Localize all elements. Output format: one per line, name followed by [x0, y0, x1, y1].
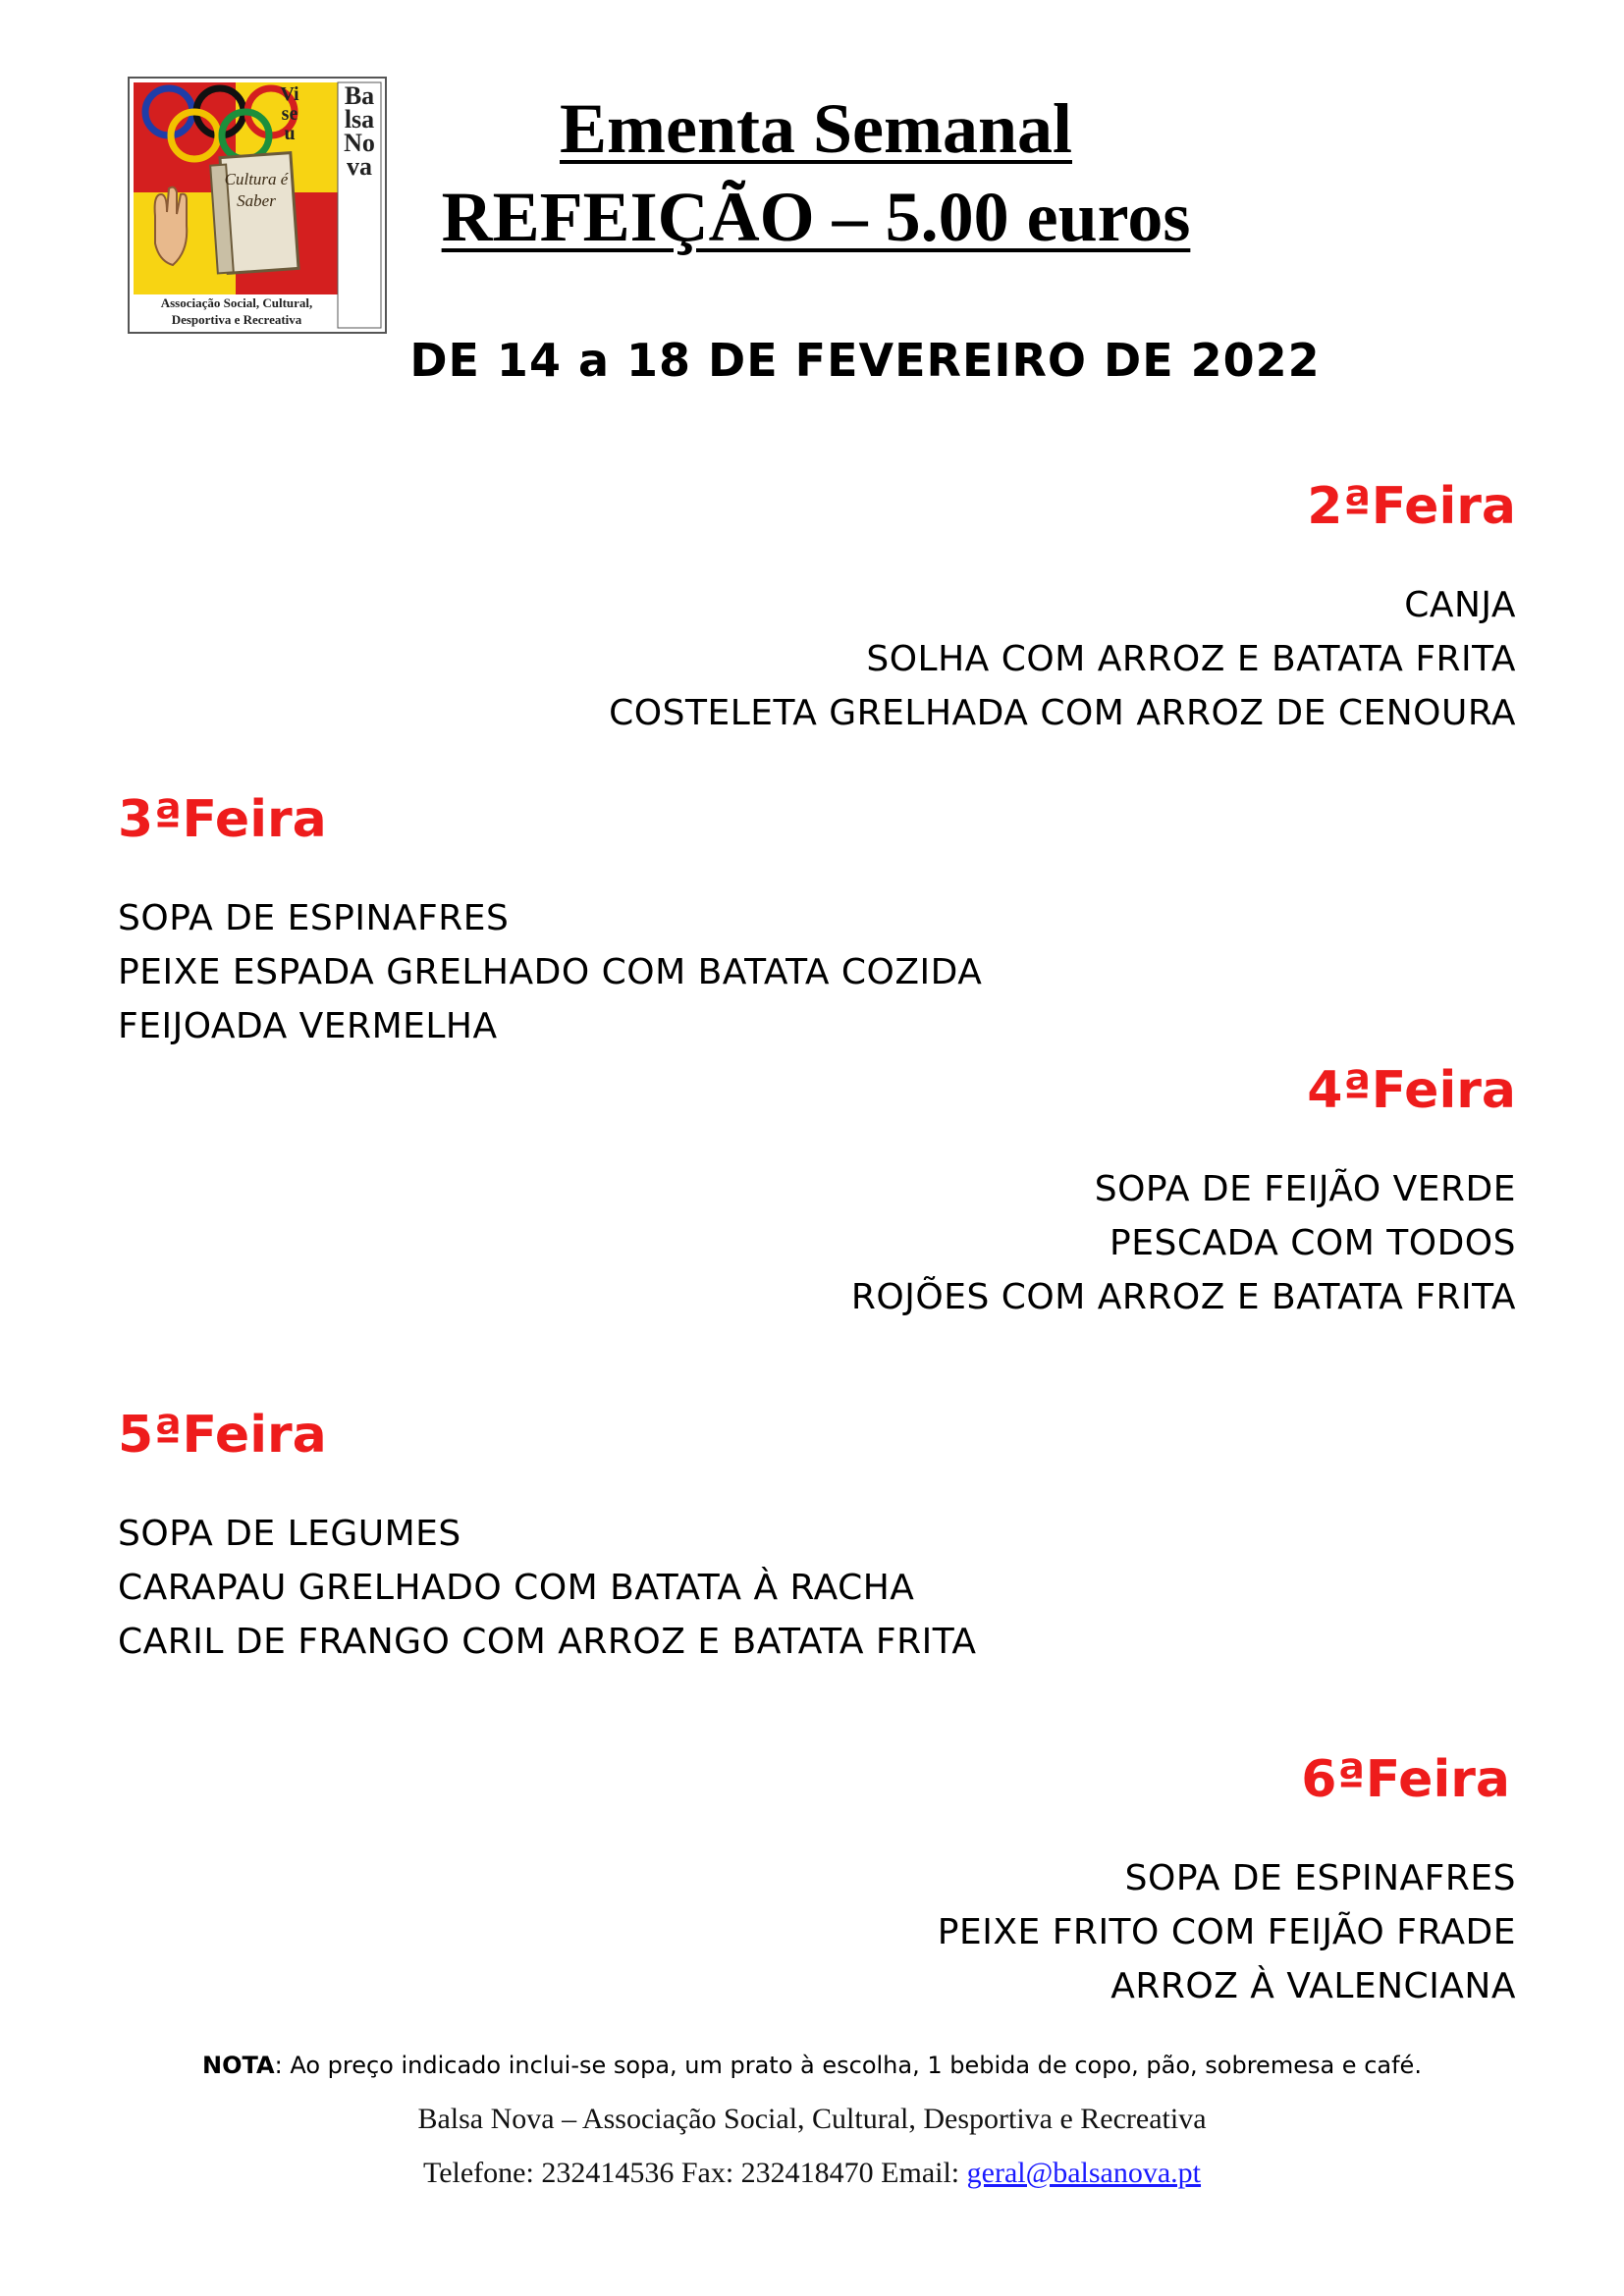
email-link[interactable]: geral@balsanova.pt [966, 2157, 1202, 2189]
logo-bottom-text: Associação Social, Cultural, Desportiva e Recreativa [160, 295, 313, 327]
menu-item: PEIXE FRITO COM FEIJÃO FRADE [937, 1912, 1516, 1952]
day-heading-tuesday: 3ªFeira [118, 790, 327, 849]
menu-item: SOLHA COM ARROZ E BATATA FRITA [866, 639, 1516, 679]
footer-contacts [0, 2157, 1624, 2190]
date-range: DE 14 a 18 DE FEVEREIRO DE 2022 [409, 334, 1321, 387]
menu-item: SOPA DE ESPINAFRES [1124, 1858, 1516, 1898]
day-heading-monday: 2ªFeira [1307, 477, 1516, 536]
price-title: REFEIÇÃO – 5.00 euros [441, 178, 1191, 256]
day-menu-monday [609, 578, 1516, 740]
day-menu-wednesday [851, 1162, 1516, 1324]
contact-info: Telefone: 232414536 Fax: 232418470 Email: [422, 2157, 967, 2189]
menu-item: CARAPAU GRELHADO COM BATATA À RACHA [118, 1568, 915, 1608]
page-title: Ementa Semanal [560, 89, 1072, 168]
menu-item: ROJÕES COM ARROZ E BATATA FRITA [850, 1277, 1516, 1317]
logo-top-text: Viseu [280, 83, 299, 144]
day-menu-tuesday [118, 891, 982, 1053]
menu-item: CANJA [1404, 585, 1516, 625]
price-note [0, 2052, 1624, 2079]
day-menu-friday [938, 1851, 1516, 2013]
menu-item: SOPA DE ESPINAFRES [118, 898, 510, 938]
menu-item: PESCADA COM TODOS [1110, 1223, 1516, 1263]
day-menu-thursday [118, 1507, 977, 1669]
menu-item: ARROZ À VALENCIANA [1110, 1966, 1516, 2006]
note-label: NOTA [202, 2052, 275, 2079]
logo-side-text: Balsa Nova [344, 81, 375, 181]
menu-item: FEIJOADA VERMELHA [118, 1006, 498, 1046]
menu-item: SOPA DE FEIJÃO VERDE [1094, 1169, 1516, 1209]
day-heading-wednesday: 4ªFeira [1307, 1061, 1516, 1120]
logo-book-text: Cultura é Saber [224, 170, 289, 210]
menu-item: PEIXE ESPADA GRELHADO COM BATATA COZIDA [118, 952, 983, 992]
menu-item: COSTELETA GRELHADA COM ARROZ DE CENOURA [609, 693, 1516, 733]
footer-organization: Balsa Nova – Associação Social, Cultural, Desportiva e Recreativa [417, 2103, 1207, 2135]
menu-item: SOPA DE LEGUMES [118, 1514, 461, 1554]
menu-item: CARIL DE FRANGO COM ARROZ E BATATA FRITA [118, 1622, 977, 1662]
day-heading-thursday: 5ªFeira [118, 1406, 327, 1465]
day-heading-friday: 6ªFeira [1301, 1750, 1510, 1809]
note-text: : Ao preço indicado inclui-se sopa, um prato à escolha, 1 bebida de copo, pão, sobremesa e café. [274, 2052, 1422, 2079]
